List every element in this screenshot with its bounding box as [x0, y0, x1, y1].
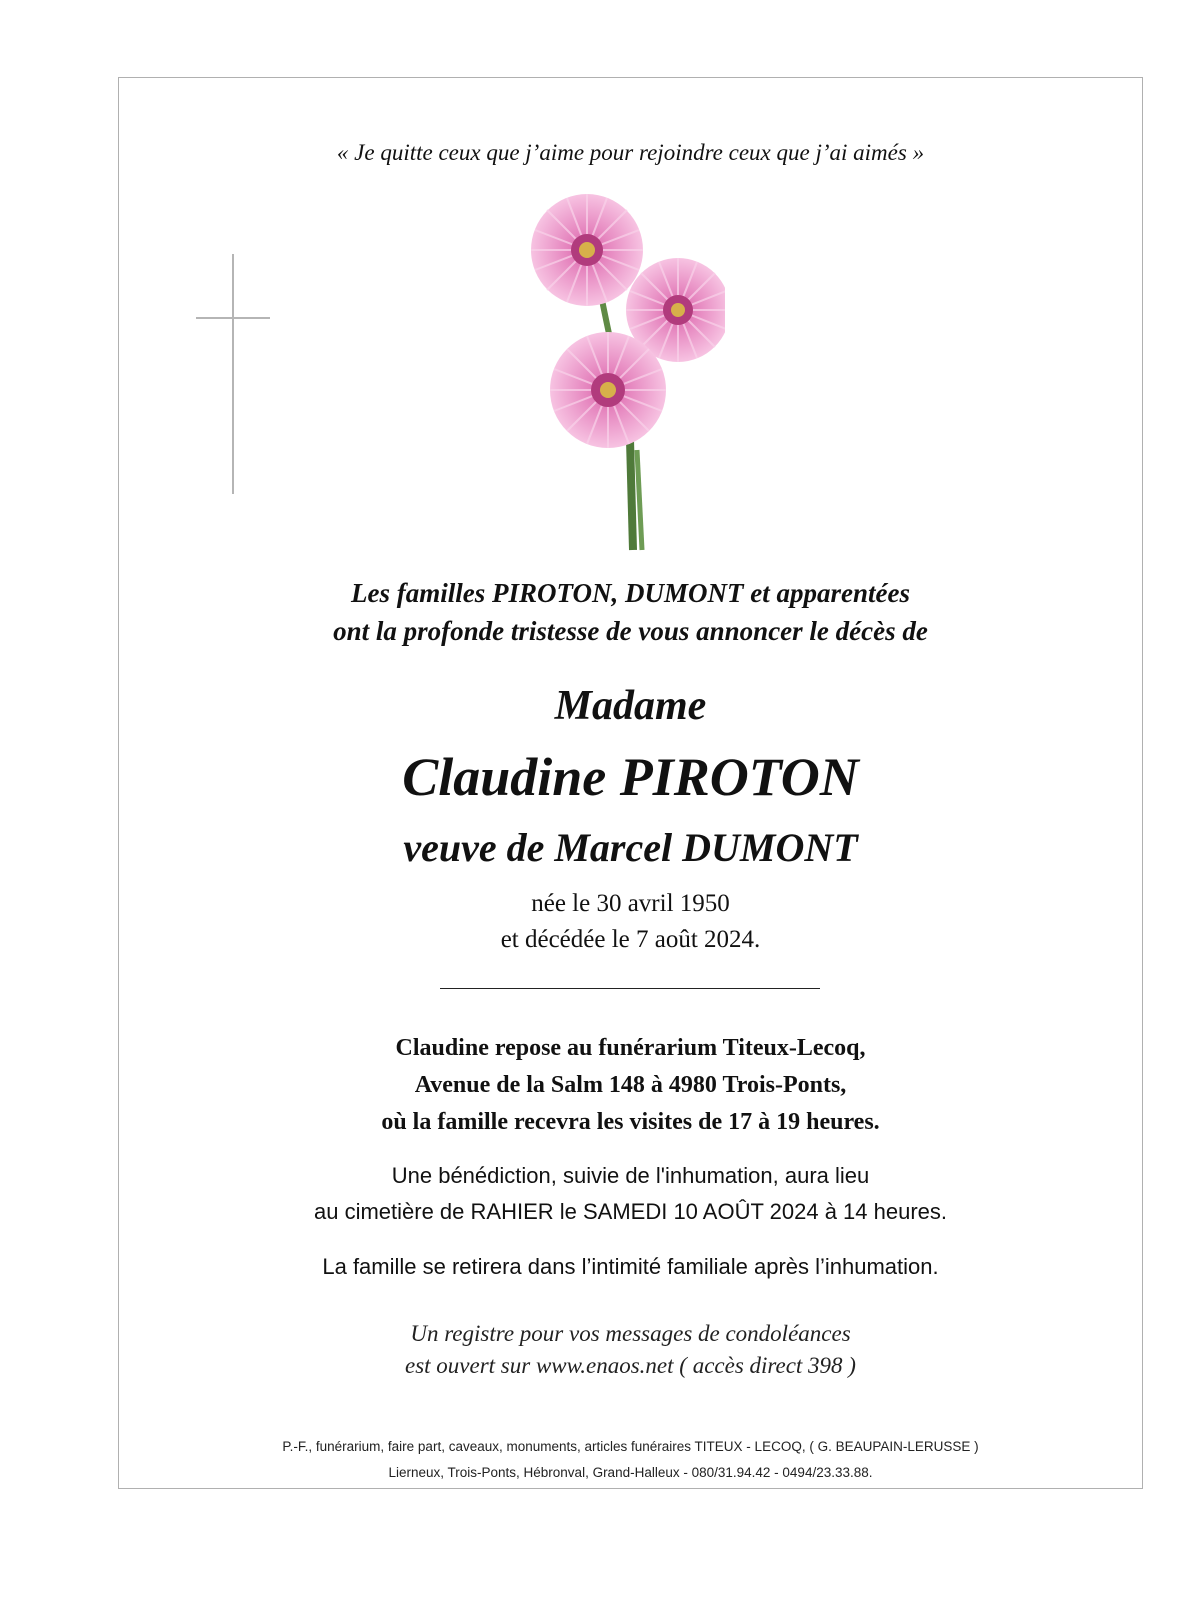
- quote: « Je quitte ceux que j’aime pour rejoindre ceux que j’ai aimés »: [336, 140, 925, 165]
- life-dates: [118, 886, 1143, 958]
- flower-illustration: [505, 190, 725, 552]
- deceased-title: Madame: [554, 683, 707, 729]
- widow-of: veuve de Marcel DUMONT: [403, 825, 858, 870]
- retirement-note: La famille se retirera dans l’intimité familiale après l’inhumation.: [322, 1254, 939, 1279]
- footer-line-1: P.-F., funérarium, faire part, caveaux, monuments, articles funéraires TITEUX - LECOQ, ( G. BEAUPAIN-LERUSSE ): [282, 1439, 979, 1454]
- announcement-line-2: ont la profonde tristesse de vous annoncer le décès de: [333, 616, 928, 646]
- divider: [440, 988, 820, 989]
- registry-info: [118, 1318, 1143, 1382]
- announcement: [118, 574, 1143, 650]
- cross-icon: [196, 254, 270, 494]
- visitation-line-1: Claudine repose au funérarium Titeux-Lecoq,: [395, 1035, 866, 1061]
- ceremony-line-1: Une bénédiction, suivie de l'inhumation, aura lieu: [391, 1163, 870, 1188]
- announcement-line-1: Les familles PIROTON, DUMONT et apparentées: [351, 578, 910, 608]
- footer: [118, 1434, 1143, 1486]
- visitation-line-3: où la famille recevra les visites de 17 à 19 heures.: [381, 1109, 880, 1135]
- birth-date: née le 30 avril 1950: [531, 890, 730, 917]
- ceremony-info: [118, 1158, 1143, 1230]
- visitation-line-2: Avenue de la Salm 148 à 4980 Trois-Ponts,: [414, 1072, 847, 1098]
- footer-line-2: Lierneux, Trois-Ponts, Hébronval, Grand-Halleux - 080/31.94.42 - 0494/23.33.88.: [388, 1465, 873, 1480]
- registry-line-2: est ouvert sur www.enaos.net ( accès direct 398 ): [405, 1353, 856, 1378]
- death-date: et décédée le 7 août 2024.: [500, 926, 761, 953]
- registry-line-1: Un registre pour vos messages de condoléances: [410, 1321, 851, 1346]
- visitation-info: [118, 1030, 1143, 1141]
- ceremony-line-2: au cimetière de RAHIER le SAMEDI 10 AOÛT 2024 à 14 heures.: [313, 1199, 947, 1224]
- deceased-name: Claudine PIROTON: [402, 747, 859, 807]
